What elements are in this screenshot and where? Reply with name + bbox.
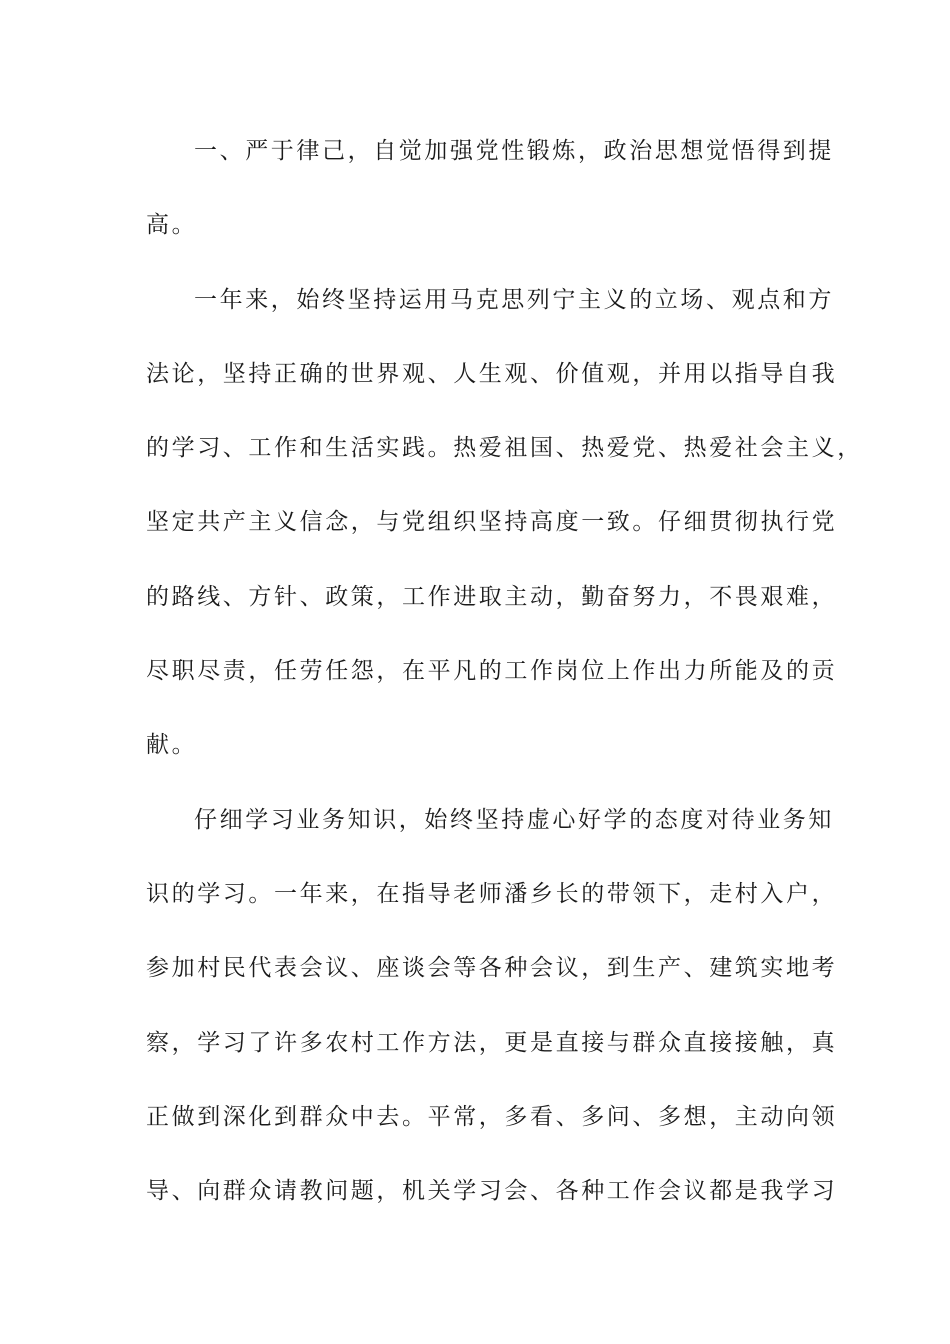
text-line: 的学习、工作和生活实践。热爱祖国、热爱党、热爱社会主义， bbox=[146, 435, 863, 462]
text-line: 尽职尽责，任劳任怨，在平凡的工作岗位上作出力所能及的贡 bbox=[146, 658, 838, 685]
text-line: 献。 bbox=[146, 732, 198, 759]
text-line: 的路线、方针、政策，工作进取主动，勤奋努力，不畏艰难， bbox=[146, 583, 838, 610]
text-line: 一年来，始终坚持运用马克思列宁主义的立场、观点和方 bbox=[194, 286, 834, 313]
text-line: 正做到深化到群众中去。平常，多看、多问、多想，主动向领 bbox=[146, 1103, 838, 1130]
text-line: 察，学习了许多农村工作方法，更是直接与群众直接接触，真 bbox=[146, 1029, 838, 1056]
text-line: 一、严于律己，自觉加强党性锻炼，政治思想觉悟得到提 bbox=[194, 138, 834, 164]
text-line: 导、向群众请教问题，机关学习会、各种工作会议都是我学习 bbox=[146, 1178, 838, 1205]
text-line: 坚定共产主义信念，与党组织坚持高度一致。仔细贯彻执行党 bbox=[146, 509, 838, 536]
text-line: 法论，坚持正确的世界观、人生观、价值观，并用以指导自我 bbox=[146, 360, 838, 387]
text-line: 仔细学习业务知识，始终坚持虚心好学的态度对待业务知 bbox=[194, 806, 834, 833]
text-line: 参加村民代表会议、座谈会等各种会议，到生产、建筑实地考 bbox=[146, 955, 838, 982]
text-line: 高。 bbox=[146, 212, 198, 239]
document-body bbox=[146, 128, 863, 1242]
text-line: 识的学习。一年来，在指导老师潘乡长的带领下，走村入户， bbox=[146, 880, 838, 907]
